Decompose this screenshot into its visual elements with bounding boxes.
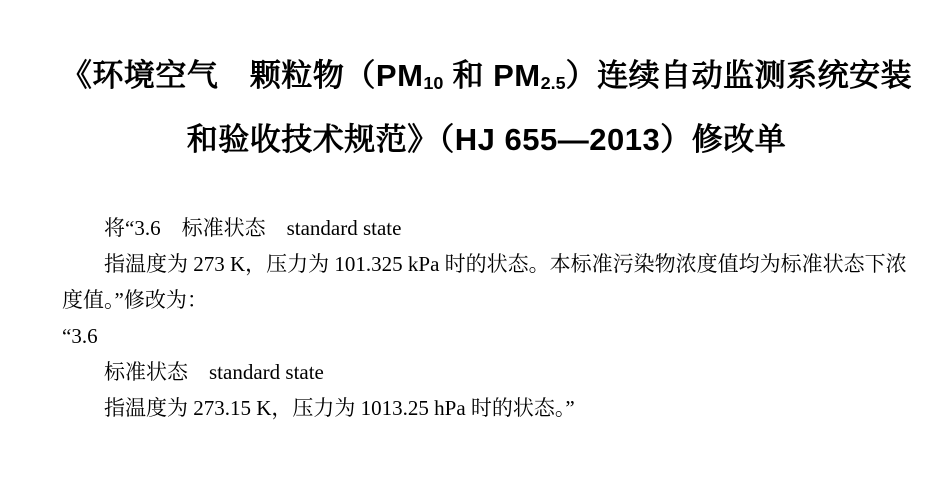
pm10-subscript: 10 bbox=[423, 73, 444, 94]
title-line-2: 和验收技术规范》（HJ 655—2013）修改单 bbox=[186, 122, 787, 157]
title-segment-2: 和 PM bbox=[443, 58, 541, 93]
body-line-2: 指温度为 273 K，压力为 101.325 kPa 时的状态。本标准污染物浓度值均为标准状态下浓 bbox=[104, 252, 907, 276]
body-line-6: 指温度为 273.15 K，压力为 1013.25 hPa 时的状态。” bbox=[104, 396, 575, 420]
title-segment-3: ）连续自动监测系统安装 bbox=[565, 58, 913, 93]
title-segment-1: 《环境空气 颗粒物（PM bbox=[60, 58, 424, 93]
document-body bbox=[0, 210, 933, 426]
body-line-5: 标准状态 standard state bbox=[104, 360, 324, 384]
body-line-4: “3.6 bbox=[62, 324, 98, 348]
document-title bbox=[0, 46, 933, 170]
body-line-1: 将“3.6 标准状态 standard state bbox=[104, 216, 402, 240]
pm25-subscript: 2.5 bbox=[540, 73, 566, 94]
title-line-1 bbox=[40, 46, 933, 110]
body-line-3: 度值。”修改为： bbox=[62, 288, 208, 312]
